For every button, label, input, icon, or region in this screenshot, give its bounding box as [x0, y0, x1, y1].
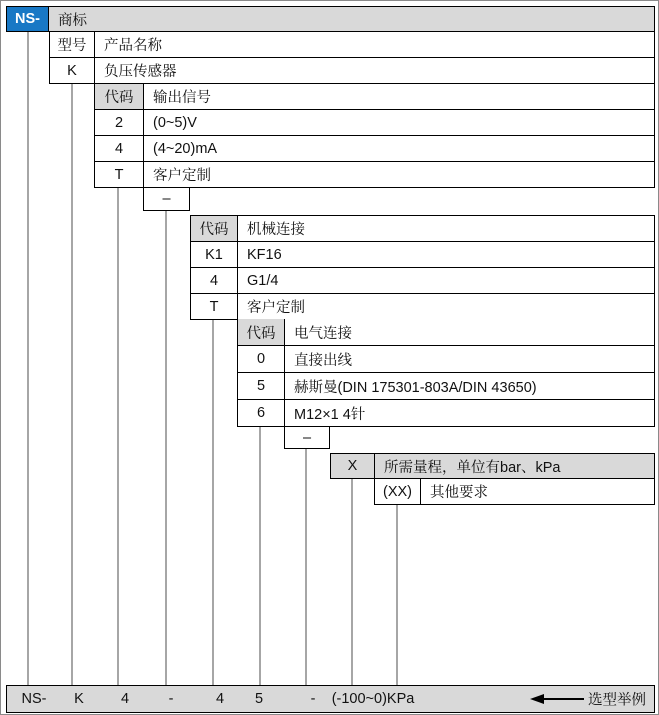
mechanical-title: 机械连接 [247, 222, 305, 238]
option-desc: 赫斯曼(DIN 175301-803A/DIN 43650) [294, 379, 537, 396]
table-row [238, 346, 654, 373]
example-part: - [168, 691, 174, 707]
table-row [238, 400, 654, 427]
option-code: 6 [238, 400, 285, 426]
other-code: (XX) [375, 479, 421, 504]
model-code-header: 型号 [50, 32, 95, 57]
table-header-row [191, 216, 654, 242]
table-row [191, 294, 654, 320]
model-name-header: 产品名称 [104, 38, 162, 54]
table-header-row [238, 319, 654, 346]
other-desc: 其他要求 [430, 485, 488, 501]
example-part: NS- [21, 691, 47, 707]
example-part: - [310, 691, 316, 707]
connector-line-brand [27, 32, 29, 685]
option-code: 4 [95, 136, 144, 161]
connector-line-electrical [259, 427, 261, 685]
option-desc: G1/4 [247, 272, 279, 289]
example-part: 4 [215, 691, 225, 707]
brand-prefix-box: NS- [7, 7, 49, 31]
option-code: 4 [191, 268, 238, 293]
code-header: 代码 [238, 319, 285, 345]
mechanical-table [190, 215, 655, 320]
option-desc: KF16 [247, 246, 282, 263]
code-header: 代码 [191, 216, 238, 241]
separator-dash-1: – [143, 188, 190, 211]
code-header: 代码 [95, 84, 144, 109]
table-row [238, 373, 654, 400]
connector-line-range [351, 479, 353, 685]
table-row [95, 136, 654, 162]
example-row [6, 685, 655, 713]
example-part: (-100~0)KPa [331, 691, 415, 707]
brand-row [6, 6, 655, 32]
connector-line-mechanical [212, 319, 214, 685]
electrical-table [237, 319, 655, 427]
other-requirements-row [374, 479, 655, 505]
separator-dash-2: – [284, 427, 330, 449]
table-row [95, 162, 654, 188]
table-row [191, 242, 654, 268]
option-code: 5 [238, 373, 285, 399]
table-row [95, 110, 654, 136]
connector-line-separator-1 [165, 211, 167, 685]
model-table [49, 32, 655, 84]
option-code: T [191, 294, 238, 319]
electrical-title: 电气连接 [294, 325, 352, 342]
option-desc: 直接出线 [294, 352, 352, 369]
option-desc: M12×1 4针 [294, 406, 366, 423]
table-row [50, 32, 654, 58]
model-name: 负压传感器 [104, 64, 177, 80]
example-part: K [74, 691, 84, 707]
option-desc: 客户定制 [247, 300, 305, 316]
option-code: T [95, 162, 144, 187]
option-desc: (4~20)mA [153, 140, 218, 157]
example-part: 4 [120, 691, 130, 707]
example-label: 选型举例 [588, 692, 646, 709]
example-part: 5 [254, 691, 264, 707]
output-signal-table [94, 84, 655, 188]
model-code: K [50, 58, 95, 83]
output-signal-title: 输出信号 [153, 90, 211, 106]
range-row [330, 453, 655, 479]
option-desc: (0~5)V [153, 114, 197, 131]
connector-line-output-signal [117, 188, 119, 685]
connector-line-separator-2 [305, 449, 307, 685]
option-code: 0 [238, 346, 285, 372]
range-code: X [331, 454, 375, 478]
range-desc: 所需量程，单位有bar、kPa [384, 459, 561, 476]
option-code: K1 [191, 242, 238, 267]
connector-line-other [396, 505, 398, 685]
table-header-row [95, 84, 654, 110]
arrow-head [530, 694, 544, 704]
connector-line-model [71, 84, 73, 685]
arrow-line [544, 698, 584, 701]
left-arrow-icon [530, 694, 584, 704]
brand-label: 商标 [49, 7, 654, 31]
option-code: 2 [95, 110, 144, 135]
table-row [50, 58, 654, 84]
table-row [191, 268, 654, 294]
option-desc: 客户定制 [153, 168, 211, 184]
